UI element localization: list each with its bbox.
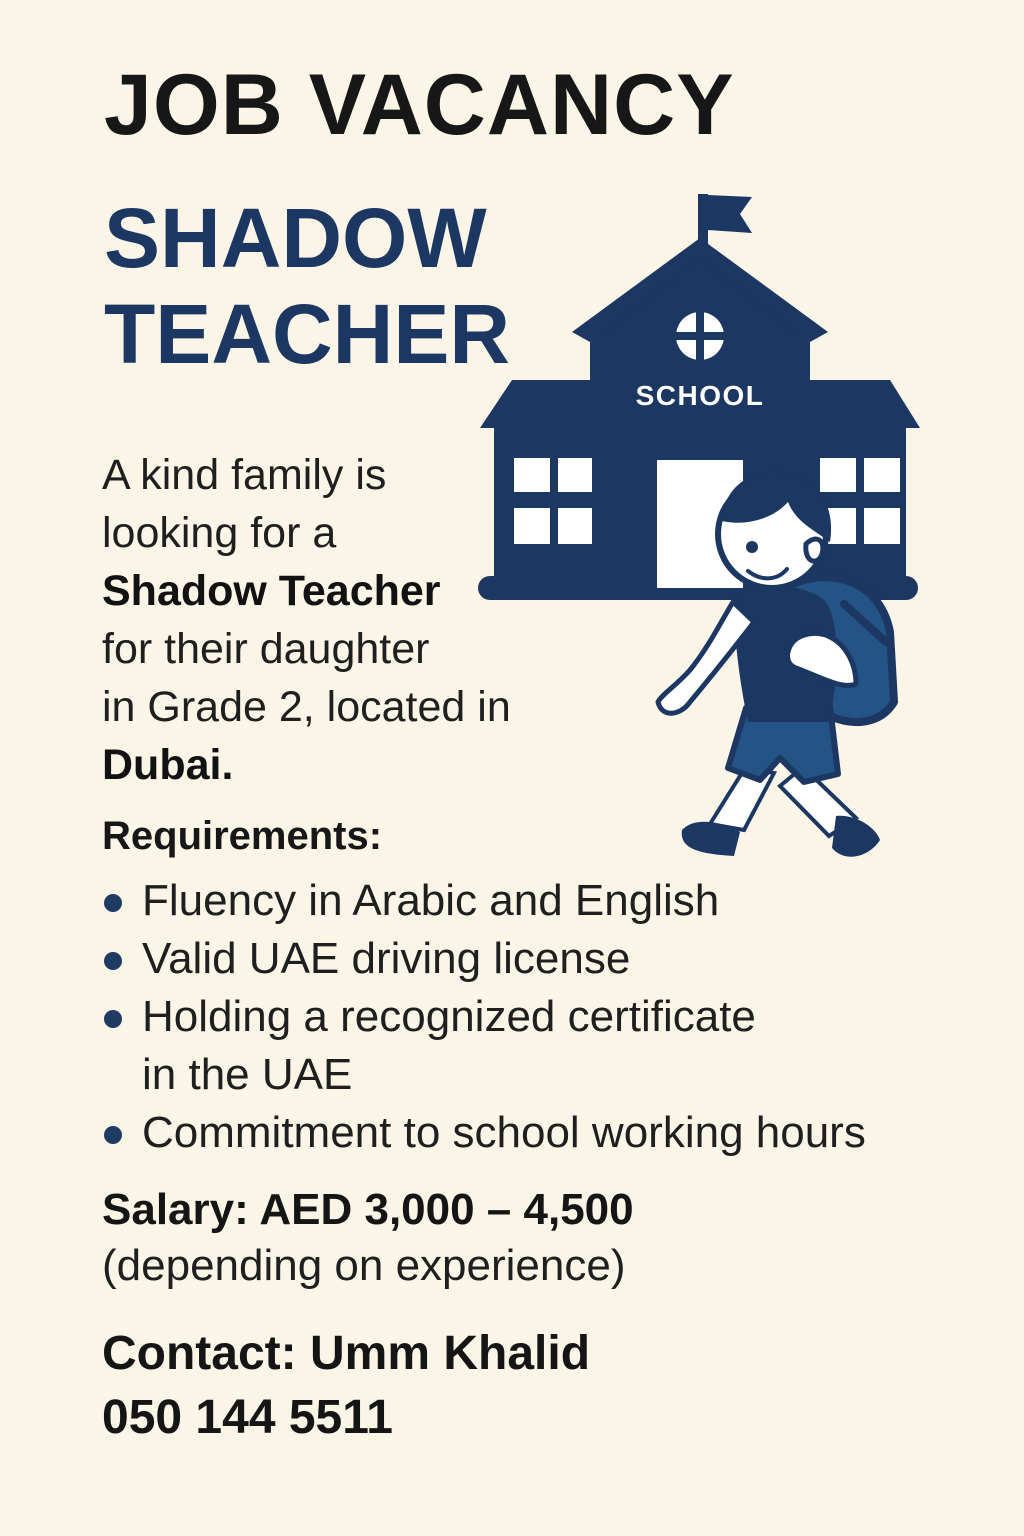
contact-phone: 050 144 5511 [102,1391,393,1444]
contact-section [102,1322,590,1450]
requirement-text: Valid UAE driving license [142,934,631,983]
student-right-shoe [832,816,880,857]
salary-section [102,1182,634,1294]
role-title-line-teacher: TEACHER [104,287,511,381]
school-left-roof [480,380,616,428]
requirement-text: Fluency in Arabic and English [142,876,720,925]
intro-line: in Grade 2, located in [102,683,511,731]
intro-line: A kind family is [102,451,387,499]
role-title-line-shadow: SHADOW [104,191,487,285]
intro-line: looking for a [102,509,337,557]
requirements-heading: Requirements: [102,814,383,858]
student-ear [806,539,823,561]
contact-name: Contact: Umm Khalid [102,1327,591,1380]
requirement-item [104,1104,964,1162]
intro-highlight-role: Shadow Teacher [102,567,441,615]
school-flag-icon [708,195,752,233]
intro-line: for their daughter [102,625,430,673]
requirement-item [104,930,964,988]
salary-range: Salary: AED 3,000 – 4,500 [102,1185,634,1234]
job-vacancy-headline: JOB VACANCY [104,57,735,153]
job-description [102,446,572,794]
requirement-text: Commitment to school working hours [142,1108,866,1157]
requirement-text-continued: in the UAE [142,1050,353,1099]
shadow-teacher-title [104,190,510,382]
requirements-list [104,872,964,1162]
requirement-item [104,988,964,1104]
flagpole [698,194,708,258]
salary-note: (depending on experience) [102,1241,626,1290]
requirement-item [104,872,964,930]
requirement-text: Holding a recognized certificate [142,992,756,1041]
intro-location: Dubai. [102,741,234,789]
school-right-roof [784,380,920,428]
school-sign: SCHOOL [635,380,765,411]
